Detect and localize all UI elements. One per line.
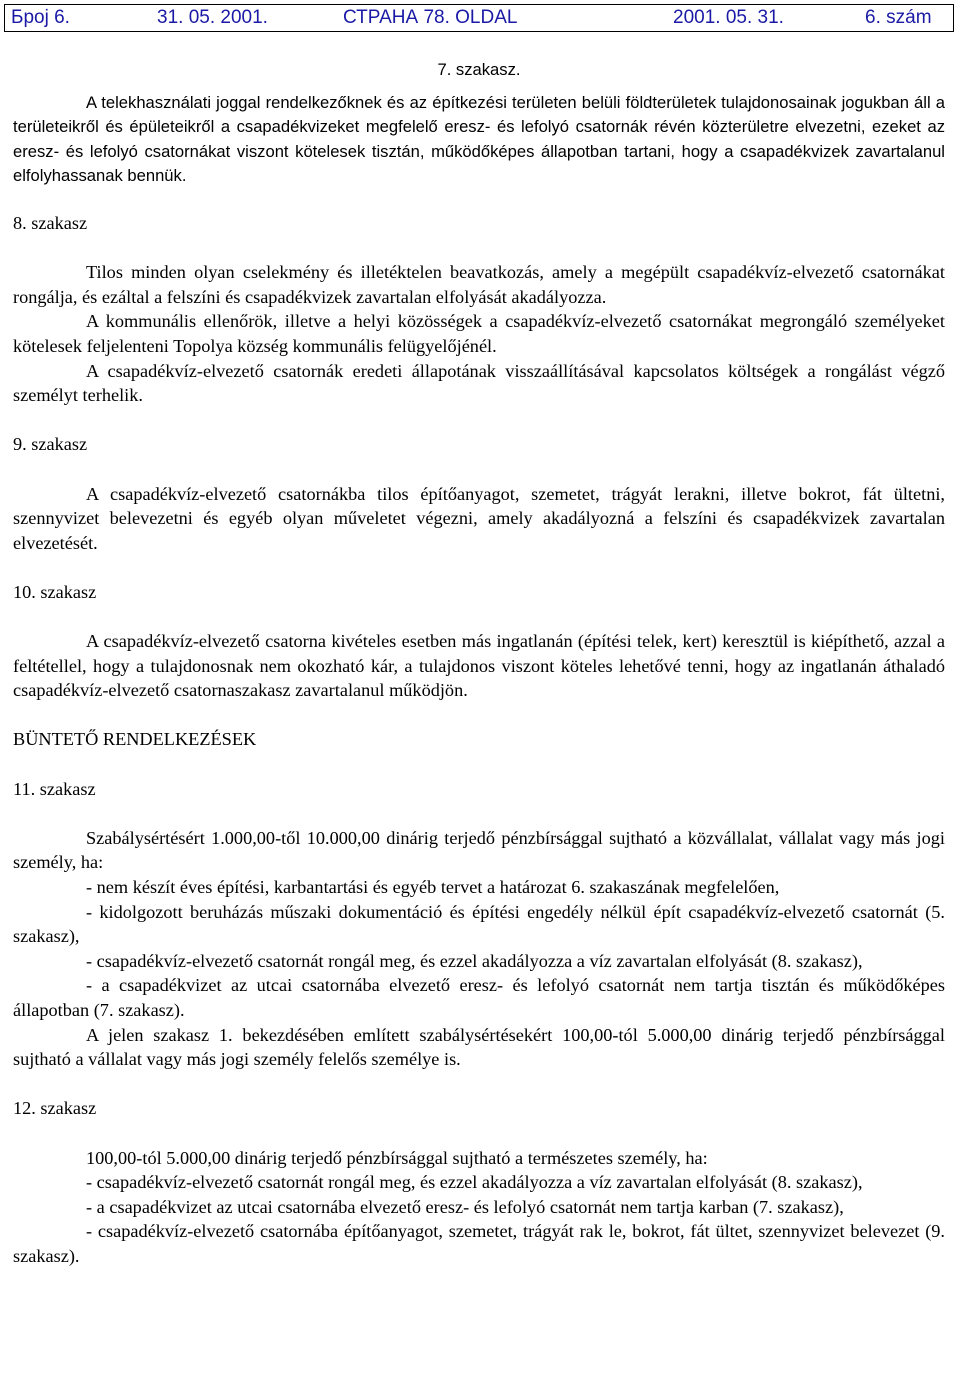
page-header	[4, 4, 954, 32]
section-10-text: A csapadékvíz-elvezető csatorna kivételes esetben más ingatlanán (építési telek, kert) keresztül is kiépíthető, azzal a feltétellel, hogy a tulajdonosnak nem okozható kár, a tulajdonos viszont köteles lehetővé tenni, hogy az ingatlanán áthaladó csapadékvíz-elvezető csatornaszakasz zavartalanul működjön.	[13, 631, 945, 701]
section-9-title: 9. szakasz	[13, 434, 88, 455]
header-page-number: СТРАНА 78. OLDAL	[343, 7, 518, 28]
section-10-title: 10. szakasz	[13, 581, 97, 602]
section-7-text: A telekhasználati joggal rendelkezőknek és az építkezési területen belüli földterületek tulajdonosainak jogukban áll a területeikről és épületeikről a csapadékvizeket megfelelő eresz- és lefolyó csatornák révén közterületre elvezetni, ezeket az eresz- és lefolyó csatornákat viszont kötelesek tisztán, működőképes állapotban tartani, hogy a csapadékvizek zavartalanul elfolyhassanak bennük.	[13, 92, 945, 186]
section-8-title: 8. szakasz	[13, 212, 88, 233]
section-12-item: - a csapadékvizet az utcai csatornába elvezető eresz- és lefolyó csatornát nem tartja karban (7. szakasz),	[86, 1196, 844, 1217]
section-8-paragraph-3: A csapadékvíz-elvezető csatornák eredeti állapotának visszaállításával kapcsolatos költségek a rongálást végző személyt terhelik.	[13, 360, 945, 406]
section-11-item: - nem készít éves építési, karbantartási és egyéb tervet a határozat 6. szakaszának megfelelően,	[86, 877, 780, 897]
header-issue-hu: 6. szám	[865, 7, 932, 28]
header-date-hu: 2001. 05. 31.	[673, 7, 784, 28]
header-date-sr: 31. 05. 2001.	[157, 7, 268, 28]
penal-provisions-heading: BÜNTETŐ RENDELKEZÉSEK	[13, 729, 257, 750]
section-11-intro: Szabálysértésért 1.000,00-től 10.000,00 dinárig terjedő pénzbírsággal sujtható a közvállalat, vállalat vagy más jogi személy, ha:	[13, 827, 945, 873]
section-11-title: 11. szakasz	[13, 778, 96, 799]
section-7-title: 7. szakasz.	[437, 60, 521, 79]
section-12-title: 12. szakasz	[13, 1098, 97, 1119]
header-issue-sr: Број 6.	[11, 7, 70, 28]
section-9-text: A csapadékvíz-elvezető csatornákba tilos építőanyagot, szemetet, trágyát lerakni, illetve bokrot, fát ültetni, szennyvizet belevezetni és egyéb olyan műveletet végezni, amely akadályozná a felszíni és csapadékvizek zavartalan elvezetését.	[13, 483, 945, 553]
section-11-item: - a csapadékvizet az utcai csatornába elvezető eresz- és lefolyó csatornát nem tartja tisztán és működőképes állapotban (7. szakasz).	[13, 975, 945, 1020]
section-8-paragraph-2: A kommunális ellenőrök, illetve a helyi közösségek a csapadékvíz-elvezető csatornákat megrongáló személyeket kötelesek feljelenteni Topolya község kommunális felügyelőjénél.	[13, 311, 945, 356]
document-body	[13, 58, 945, 1269]
section-11-item: - kidolgozott beruházás műszaki dokumentáció és építési engedély nélkül épít csapadékvíz-elvezető csatornát (5. szakasz),	[13, 901, 945, 947]
section-8-paragraph-1: Tilos minden olyan cselekmény és illetéktelen beavatkozás, amely a megépült csapadékvíz-elvezető csatornákat rongálja, és ezáltal a felszíni és csapadékvizek zavartalan elfolyását akadályozza.	[13, 262, 945, 307]
section-12-item: - csapadékvíz-elvezető csatornát rongál meg, és ezzel akadályozza a víz zavartalan elfolyását (8. szakasz),	[86, 1172, 863, 1193]
section-12-intro: 100,00-tól 5.000,00 dinárig terjedő pénzbírsággal sujtható a természetes személy, ha:	[86, 1147, 708, 1168]
section-11-closing: A jelen szakasz 1. bekezdésében említett szabálysértésekért 100,00-tól 5.000,00 dinárig terjedő pénzbírsággal sujtható a vállalat vagy más jogi személy felelős személye is.	[13, 1024, 945, 1070]
section-11-item: - csapadékvíz-elvezető csatornát rongál meg, és ezzel akadályozza a víz zavartalan elfolyását (8. szakasz),	[86, 950, 863, 971]
section-12-item: - csapadékvíz-elvezető csatornába építőanyagot, szemetet, trágyát rak le, bokrot, fát ültet, szennyvizet belevezet (9. szakasz).	[13, 1221, 945, 1266]
